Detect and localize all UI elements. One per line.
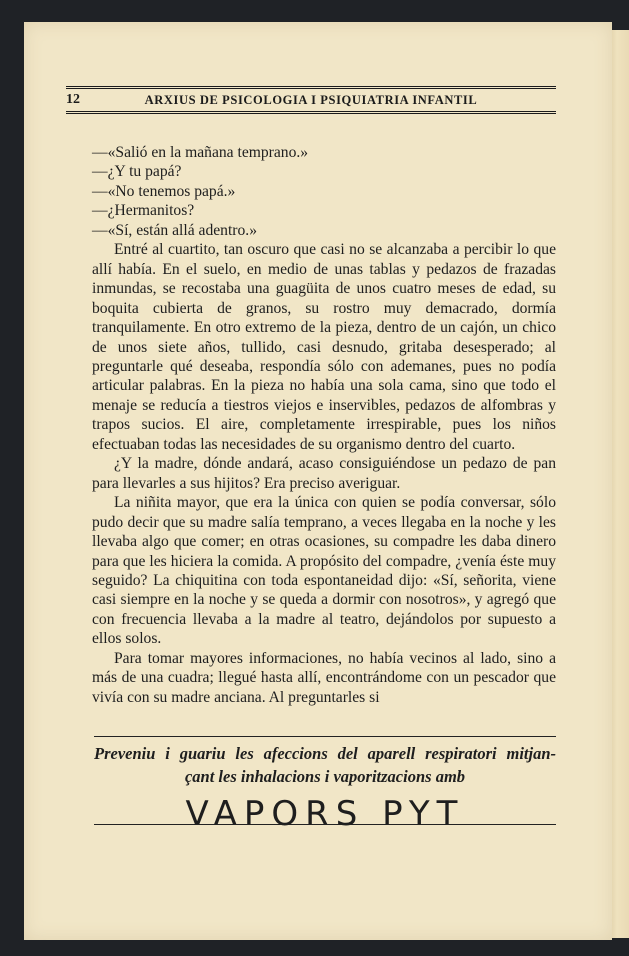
page-number: 12 <box>66 92 80 107</box>
running-title: ARXIUS DE PSICOLOGIA I PSIQUIATRIA INFANTIL <box>144 92 478 107</box>
paragraph: La niñita mayor, que era la única con quien se podía conversar, sólo pudo decir que su madre salía temprano, a veces llegaba en la noche y les llevaba algo que comer; en otras ocasiones, su compadre les daba dinero para que les hiciera la comida. A propósito del compadre, ¿venía éste muy seguido? La chiquitina con toda espontaneidad dijo: «Sí, señorita, viene casi siempre en la noche y se queda a dormir con nosotros», y agregó que con frecuencia llevaba a la madre al teatro, dejándolos por supuesto a ellos solos. <box>92 494 556 648</box>
advertisement <box>94 742 556 834</box>
ad-bottom-rule <box>94 824 556 825</box>
body-text <box>92 143 556 707</box>
dialogue-line: —¿Y tu papá? <box>92 163 182 181</box>
ad-text-line: Preveniu i guariu les afeccions del aparell respiratori mitjan- <box>94 744 556 763</box>
paragraph: Entré al cuartito, tan oscuro que casi no se alcanzaba a percibir lo que allí había. En el suelo, en medio de unas tablas y pedazos de frazadas inmundas, se recostaba una guagüita de unos cuatro meses de edad, su boquita cubierta de granos, su rostro muy demacrado, dormía tranquilamente. En otro extremo de la pieza, dentro de un cajón, un chico de unos siete años, tullido, casi desnudo, gritaba desesperado; al preguntarle qué deseaba, respondía sólo con ademanes, pues no podía articular palabras. En la pieza no había una sola cama, sino que todo el menaje se reducía a tiestros viejos e inservibles, pedazos de alfombras y trapos sucios. El aire, completamente irrespirable, pues los niños efectuaban todas las necesidades de su organismo dentro del cuarto. <box>92 241 556 453</box>
paragraph: Para tomar mayores informaciones, no había vecinos al lado, sino a más de una cuadra; llegué hasta allí, encontrándome con un pescador que vivía con su madre anciana. Al preguntarles si <box>92 649 556 706</box>
dialogue-line: —«No tenemos papá.» <box>92 182 236 200</box>
ad-brand-name: VAPORS PYT <box>185 794 465 834</box>
running-header <box>66 86 556 114</box>
dialogue-line: —«Sí, están allá adentro.» <box>92 221 257 239</box>
dialogue-line: —¿Hermanitos? <box>92 202 195 220</box>
dialogue-line: —«Salió en la mañana temprano.» <box>92 144 309 161</box>
ad-text-line: çant les inhalacions i vaporitzacions amb <box>184 767 466 786</box>
ad-top-rule <box>94 736 556 737</box>
paragraph: ¿Y la madre, dónde andará, acaso consiguiéndose un pedazo de pan para llevarles a sus hijitos? Era preciso averiguar. <box>92 455 556 492</box>
